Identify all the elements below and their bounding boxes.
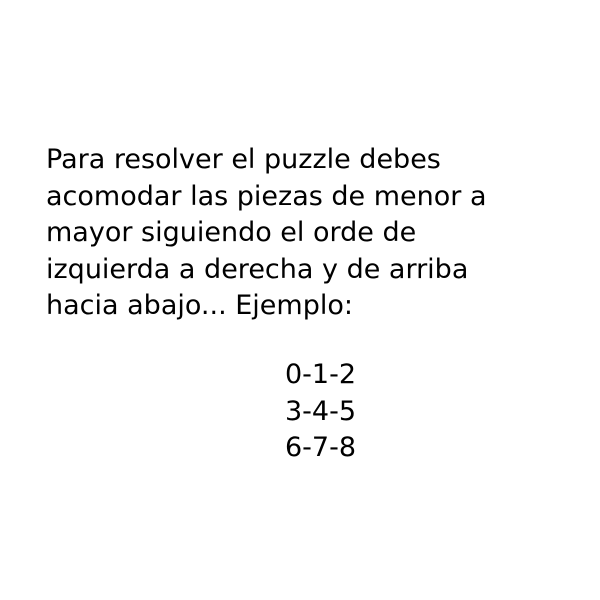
instructions-text (46, 142, 566, 325)
instructions-line: mayor siguiendo el orde de (46, 217, 417, 248)
instructions-line: izquierda a derecha y de arriba (46, 253, 469, 285)
example-row-3: 6-7-8 (285, 432, 357, 463)
instructions-line: acomodar las piezas de menor a (46, 180, 487, 212)
example-grid (285, 357, 356, 467)
example-row-1: 0-1-2 (285, 359, 357, 390)
instructions-line: hacia abajo... Ejemplo: (46, 290, 353, 321)
example-row-2: 3-4-5 (285, 395, 357, 427)
instructions-line: Para resolver el puzzle debes (46, 144, 441, 175)
